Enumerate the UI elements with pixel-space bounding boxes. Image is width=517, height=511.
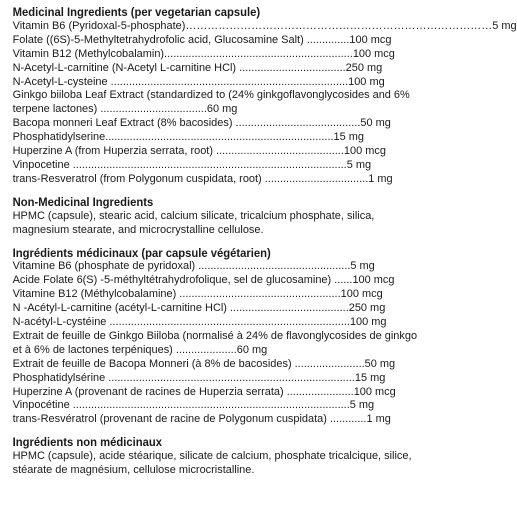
ingredient-row: N -Acétyl-L-carnitine (acétyl-L-carnitine HCl) .......................................250 mg <box>12 302 386 315</box>
ingredient-row: Vitamin B12 (Methylcobalamin)..............................................................100 mcg <box>12 47 395 60</box>
ingredient-row: Phosphatidylserine...........................................................................15 mg <box>12 131 365 144</box>
ingredient-paragraph: HPMC (capsule), stearic acid, calcium silicate, tricalcium phosphate, silica, magnesium stearate, and microcrystalline cellulose. <box>12 209 375 236</box>
ingredient-row: Acide Folate 6(S) -5-méthyltétrahydrofolique, sel de glucosamine) ......100 mcg <box>12 274 395 287</box>
ingredient-row: Vinpocétine ...........................................................................................5 mg <box>12 399 375 412</box>
section-heading: Ingrédients non médicinaux <box>12 436 162 450</box>
ingredient-paragraph: HPMC (capsule), acide stéarique, silicate de calcium, phosphate tricalcique, silice, stéarate de magnésium, cellulose microcristalline. <box>12 450 412 477</box>
ingredient-row: N-Acetyl-L-cysteine ..............................................................................100 mg <box>12 75 385 88</box>
ingredient-row: Vinpocetine ..........................................................................................5 mg <box>12 158 372 171</box>
ingredient-row: Extrait de feuille de Ginkgo Biiloba (normalisé à 24% de flavonglycosides de ginkgo et à 6% de lactones terpéniques) ....................60 mg <box>12 329 418 356</box>
ingredient-row: Folate ((6S)-5-Methyltetrahydrofolic acid, Glucosamine Salt) ..............100 mcg <box>12 33 392 46</box>
ingredient-row: Phosphatidylsérine .................................................................................15 mg <box>12 371 386 384</box>
ingredient-row: Huperzine A (provenant de racines de Huperzia serrata) ......................100 mcg <box>12 385 396 398</box>
ingredient-section <box>13 196 425 238</box>
ingredient-section <box>13 247 425 428</box>
ingredient-row: trans-Resveratrol (from Polygonum cuspidata, root) ..................................1 mg <box>12 172 393 185</box>
ingredient-row: Vitamine B6 (phosphate de pyridoxal) ..................................................5 mg <box>12 260 375 273</box>
section-heading: Ingrédients médicinaux (par capsule végétarien) <box>12 246 271 260</box>
ingredient-row: Huperzine A (from Huperzia serrata, root) ..........................................100 mcg <box>12 145 386 158</box>
ingredient-row: Extrait de feuille de Bacopa Monneri (à 8% de bacosides) .......................50 mg <box>12 357 396 370</box>
ingredient-row: Vitamin B6 (Pyridoxal-5-phosphate)…………………………………………………………………………5 mg <box>12 19 517 32</box>
ingredient-row: Ginkgo biiloba Leaf Extract (standardized to (24% ginkgoflavonglycosides and 6% terpene lactones) ...................................60 mg <box>12 89 410 116</box>
ingredient-row: trans-Resvératrol (provenant de racine de Polygonum cuspidata) ............1 mg <box>12 413 391 426</box>
section-heading: Non-Medicinal Ingredients <box>12 195 154 209</box>
ingredient-row: N-acétyl-L-cystéine ...............................................................................100 mg <box>12 316 387 329</box>
ingredient-row: Vitamine B12 (Méthylcobalamine) .....................................................100 mcg <box>12 288 383 301</box>
ingredient-row: Bacopa monneri Leaf Extract (8% bacosides) .........................................50 mg <box>12 117 391 130</box>
ingredient-section <box>13 436 425 478</box>
section-heading: Medicinal Ingredients (per vegetarian capsule) <box>12 6 261 19</box>
ingredient-row: N-Acetyl-L-carnitine (N-Acetyl L-carnitine HCl) ...................................250 mg <box>12 61 383 74</box>
ingredient-section <box>12 6 517 187</box>
